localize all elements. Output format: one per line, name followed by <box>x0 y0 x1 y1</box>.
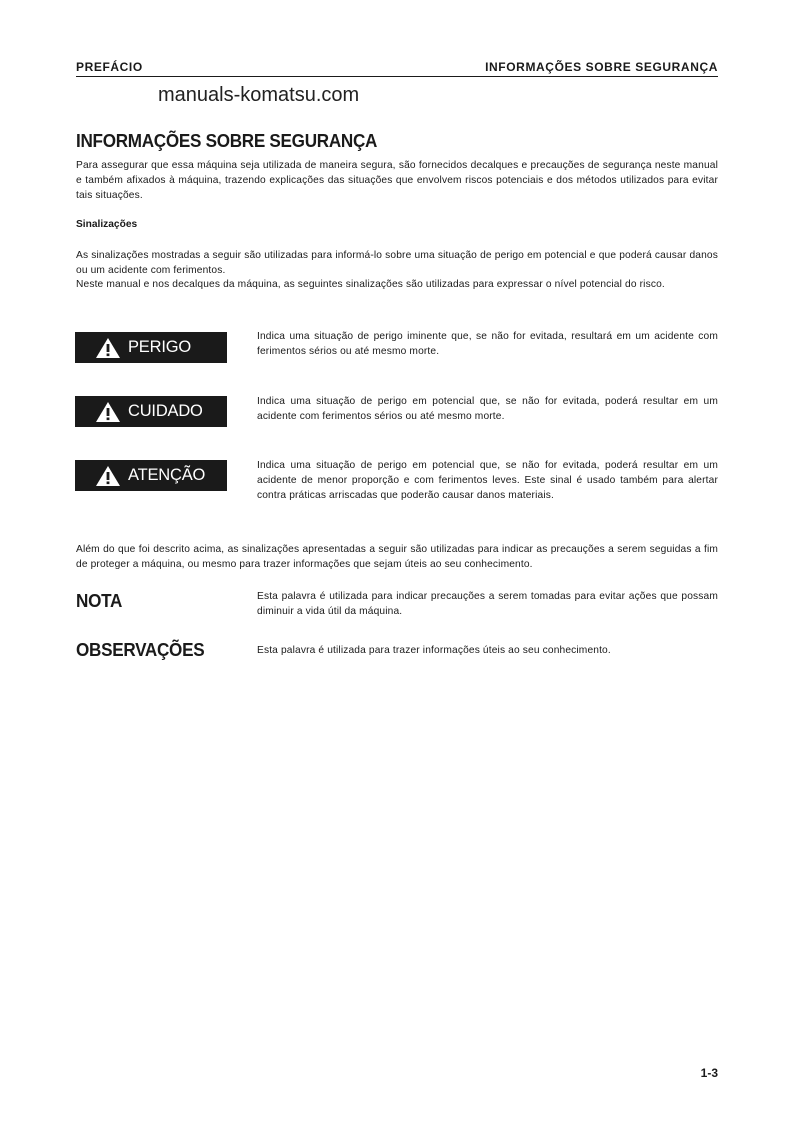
caution-description: Indica uma situação de perigo em potencial que, se não for evitada, poderá resultar em um acidente com ferimentos sérios ou até mesmo morte. <box>257 396 718 422</box>
observations-heading: OBSERVAÇÕES <box>76 640 205 660</box>
danger-badge <box>75 332 227 363</box>
attention-badge <box>75 460 227 491</box>
signals-heading: Sinalizações <box>76 219 138 230</box>
signals-paragraph-1: As sinalizações mostradas a seguir são utilizadas para informá-lo sobre uma situação de perigo em potencial e que poderá causar danos ou um acidente com ferimentos. <box>76 250 718 276</box>
header-chapter-label: INFORMAÇÕES SOBRE SEGURANÇA <box>485 60 718 74</box>
watermark-text: manuals-komatsu.com <box>158 84 360 106</box>
additional-paragraph: Além do que foi descrito acima, as sinalizações apresentadas a seguir são utilizadas para indicar as precauções a serem seguidas a fim de proteger a máquina, ou mesmo para trazer informações que sejam úteis ao seu conhecimento. <box>76 544 718 570</box>
note-description: Esta palavra é utilizada para indicar precauções a serem tomadas para evitar ações que possam diminuir a vida útil da máquina. <box>257 591 718 617</box>
page-number: 1-3 <box>700 1066 718 1080</box>
intro-paragraph: Para assegurar que essa máquina seja utilizada de maneira segura, são fornecidos decalques e precauções de segurança neste manual e também afixados à máquina, trazendo explicações das situações que envolvem riscos potenciais e dos métodos utilizados para evitar tais situações. <box>76 160 718 201</box>
warning-triangle-icon <box>95 337 121 359</box>
page-header <box>76 58 718 77</box>
warning-triangle-icon <box>95 401 121 423</box>
caution-badge-label: CUIDADO <box>128 402 203 420</box>
danger-description: Indica uma situação de perigo iminente que, se não for evitada, resultará em um acidente com ferimentos sérios ou até mesmo morte. <box>257 331 718 357</box>
header-section-label: PREFÁCIO <box>76 60 143 74</box>
danger-badge-label: PERIGO <box>128 338 191 356</box>
caution-badge <box>75 396 227 427</box>
attention-description: Indica uma situação de perigo em potencial que, se não for evitada, poderá resultar em um acidente de menor proporção e com ferimentos leves. Este sinal é usado também para alertar contra práticas arriscadas que poderão causar danos materiais. <box>257 460 718 501</box>
attention-badge-label: ATENÇÃO <box>128 466 206 484</box>
page-title: INFORMAÇÕES SOBRE SEGURANÇA <box>76 131 378 151</box>
observations-description: Esta palavra é utilizada para trazer informações úteis ao seu conhecimento. <box>257 645 611 656</box>
warning-triangle-icon <box>95 465 121 487</box>
signals-paragraph-2: Neste manual e nos decalques da máquina, as seguintes sinalizações são utilizadas para expressar o nível potencial do risco. <box>76 279 665 290</box>
note-heading: NOTA <box>76 591 123 611</box>
